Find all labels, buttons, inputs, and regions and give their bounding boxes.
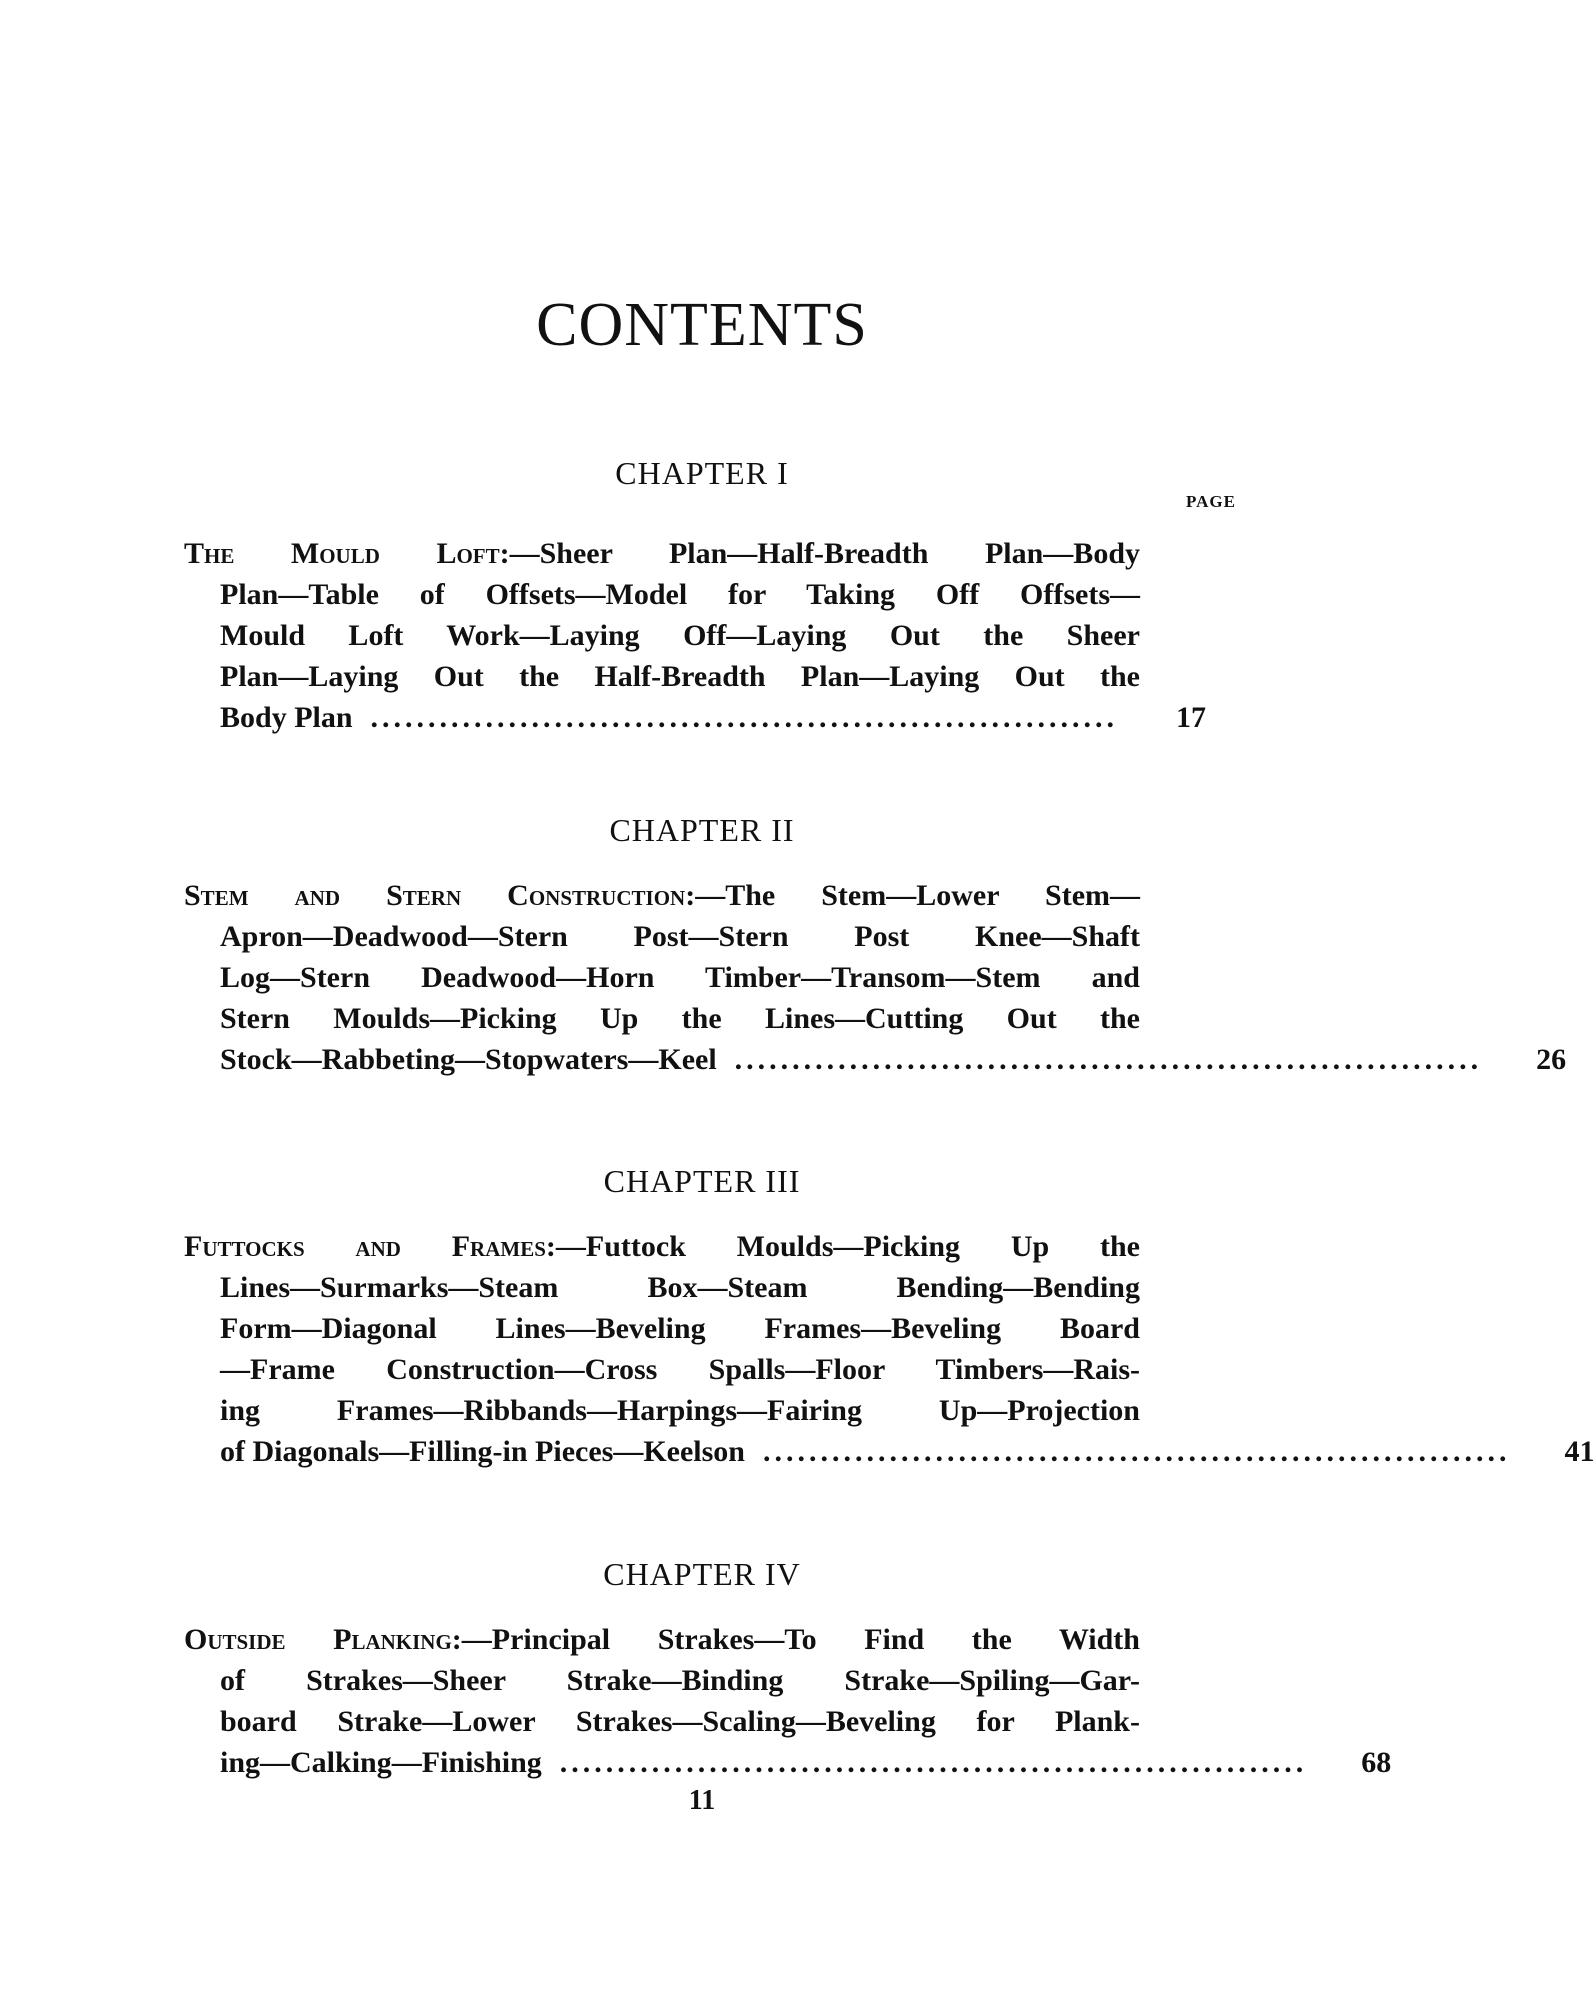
page-number: 26 [1536,1043,1567,1076]
dot-leader: ................................................................. [370,701,1119,734]
dot-leader: ................................................................. [763,1435,1511,1468]
page-number: 17 [1176,701,1206,734]
entry-line-text: —Sheer Plan—Half-Breadth Plan—Body [509,537,1140,570]
folio-page-number: 11 [688,1785,716,1816]
dot-leader: ................................................................. [734,1043,1483,1076]
entry-line-text: of Diagonals—Filling-in Pieces—Keelson [220,1435,745,1468]
chapter-heading-2: CHAPTER II [609,812,795,848]
entry-line: Log—Stern Deadwood—Horn Timber—Transom—Stem and [220,961,1140,994]
entry-lead: Stem and Stern Construction: [184,879,696,912]
entry-line: Stern Moulds—Picking Up the Lines—Cutting Out the [220,1002,1140,1035]
chapter-2-entry [184,875,1567,1080]
entry-line: —Frame Construction—Cross Spalls—Floor Timbers—Rais- [220,1353,1140,1386]
page-number: 41 [1564,1435,1595,1468]
chapter-heading-3: CHAPTER III [603,1163,801,1199]
chapter-1-entry [184,533,1206,738]
entry-line: ing Frames—Ribbands—Harpings—Fairing Up—Projection [220,1394,1140,1427]
entry-line-text: —Futtock Moulds—Picking Up the [555,1230,1140,1263]
page-column-label: PAGE [1186,492,1236,511]
entry-last-line [184,1039,1567,1080]
entry-line-text: —The Stem—Lower Stem— [695,879,1141,912]
entry-last-line [184,1742,1392,1783]
entry-line [184,1619,1140,1660]
entry-line: Form—Diagonal Lines—Beveling Frames—Beveling Board [220,1312,1140,1345]
entry-line: Plan—Table of Offsets—Model for Taking Off Offsets— [220,578,1140,611]
page-title: CONTENTS [536,291,868,359]
entry-line [184,1226,1140,1267]
entry-line: Lines—Surmarks—Steam Box—Steam Bending—Bending [220,1271,1140,1304]
entry-line: Mould Loft Work—Laying Off—Laying Out the Sheer [220,619,1140,652]
entry-line-text: Body Plan [220,701,353,734]
entry-line [184,533,1140,574]
entry-line: Plan—Laying Out the Half-Breadth Plan—Laying Out the [220,660,1140,693]
entry-line-text: —Principal Strakes—To Find the Width [461,1623,1140,1656]
entry-line: board Strake—Lower Strakes—Scaling—Beveling for Plank- [220,1705,1140,1738]
page-number: 68 [1361,1746,1392,1779]
dot-leader: ................................................................. [559,1746,1308,1779]
chapter-3-entry [184,1226,1595,1472]
entry-line: of Strakes—Sheer Strake—Binding Strake—Spiling—Gar- [220,1664,1140,1697]
entry-lead: Outside Planking: [184,1623,462,1656]
entry-line-text: Stock—Rabbeting—Stopwaters—Keel [220,1043,717,1076]
entry-line-text: ing—Calking—Finishing [220,1746,542,1779]
entry-last-line [184,697,1206,738]
chapter-4-entry [184,1619,1392,1783]
entry-line: Apron—Deadwood—Stern Post—Stern Post Knee—Shaft [220,920,1140,953]
chapter-heading-4: CHAPTER IV [603,1556,801,1592]
entry-last-line [184,1431,1595,1472]
entry-line [184,875,1140,916]
entry-lead: The Mould Loft: [184,537,510,570]
entry-lead: Futtocks and Frames: [184,1230,556,1263]
chapter-heading-1: CHAPTER I [615,455,789,491]
